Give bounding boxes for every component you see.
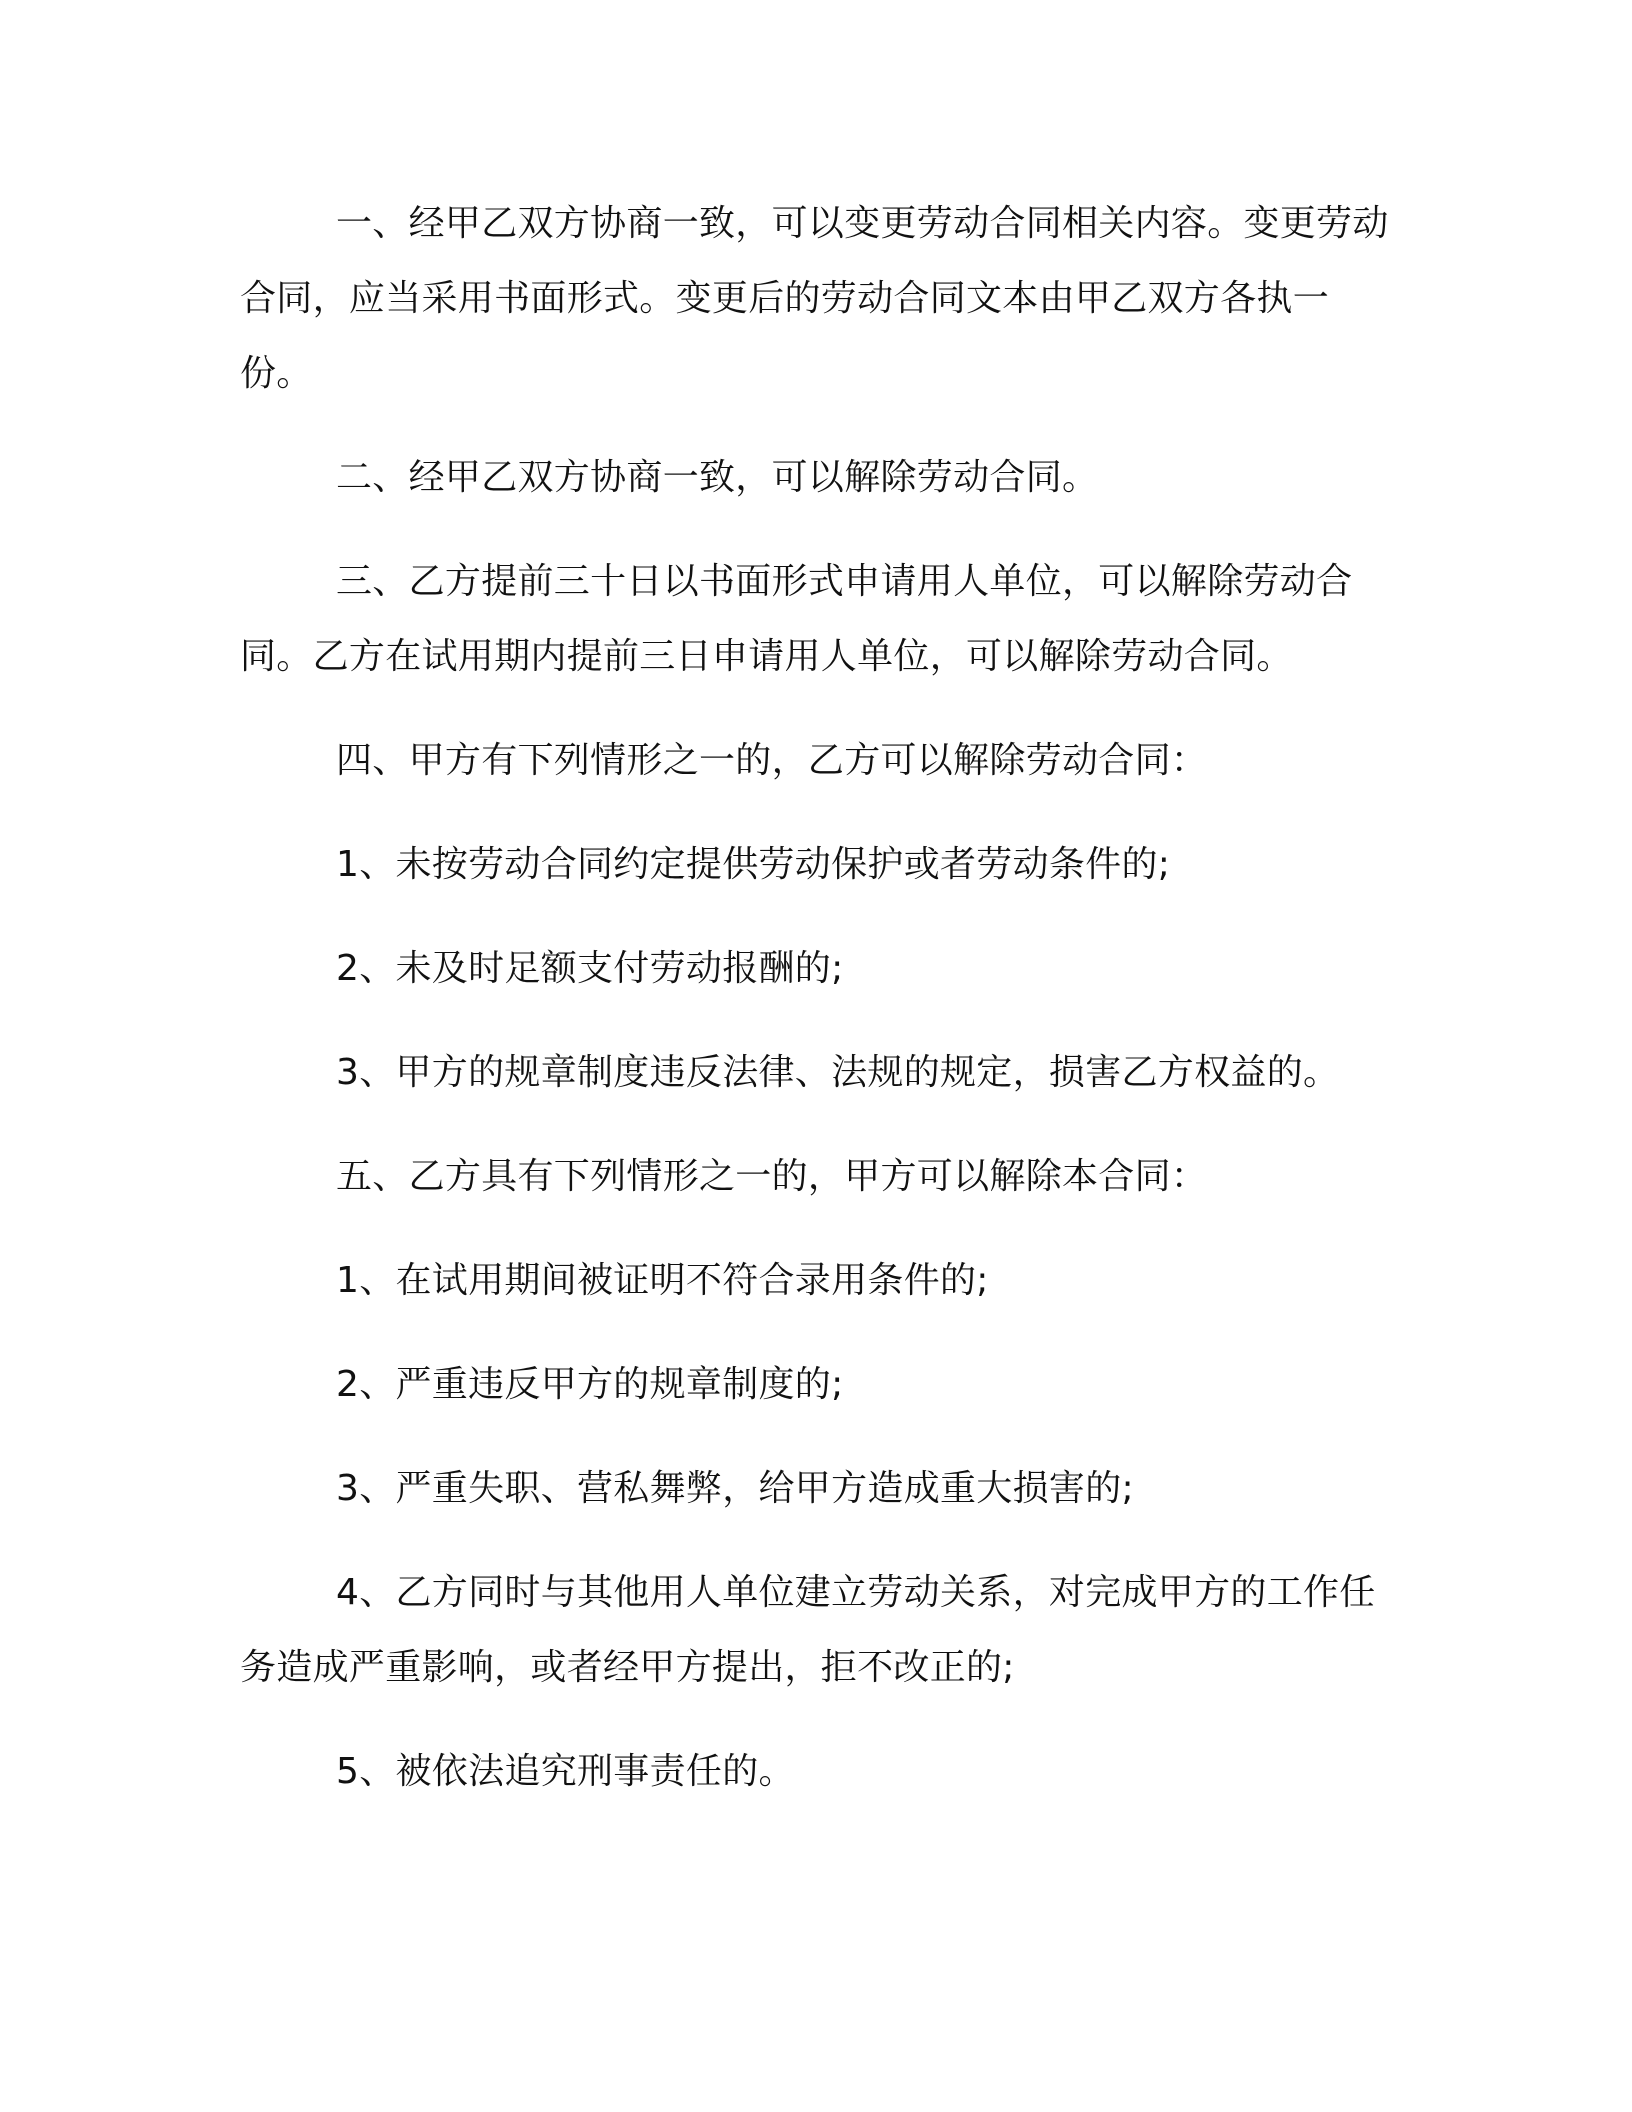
clause-5-heading: 五、乙方具有下列情形之一的，甲方可以解除本合同： — [336, 1156, 1208, 1197]
clause-4-item-2: 2、未及时足额支付劳动报酬的; — [336, 948, 844, 989]
clause-5-item-4: 4、乙方同时与其他用人单位建立劳动关系，对完成甲方的工作任务造成严重影响，或者经甲方提出，拒不改正的; — [240, 1572, 1376, 1688]
document-body — [240, 186, 1390, 1838]
clause-5-item-1: 1、在试用期间被证明不符合录用条件的; — [336, 1260, 989, 1301]
clause-5-item-2: 2、严重违反甲方的规章制度的; — [336, 1364, 844, 1405]
clause-4-item-3: 3、甲方的规章制度违反法律、法规的规定，损害乙方权益的。 — [336, 1052, 1340, 1093]
clause-5-item-3: 3、严重失职、营私舞弊，给甲方造成重大损害的; — [336, 1468, 1134, 1509]
clause-2-mutual-termination: 二、经甲乙双方协商一致，可以解除劳动合同。 — [336, 457, 1099, 498]
clause-4-item-1: 1、未按劳动合同约定提供劳动保护或者劳动条件的; — [336, 844, 1171, 885]
clause-4-heading: 四、甲方有下列情形之一的，乙方可以解除劳动合同： — [336, 740, 1208, 781]
clause-1-modify-contract: 一、经甲乙双方协商一致，可以变更劳动合同相关内容。变更劳动合同，应当采用书面形式。变更后的劳动合同文本由甲乙双方各执一份。 — [240, 203, 1389, 394]
clause-3-employee-notice: 三、乙方提前三十日以书面形式申请用人单位，可以解除劳动合同。乙方在试用期内提前三日申请用人单位，可以解除劳动合同。 — [240, 561, 1353, 677]
clause-5-item-5: 5、被依法追究刑事责任的。 — [336, 1751, 795, 1792]
